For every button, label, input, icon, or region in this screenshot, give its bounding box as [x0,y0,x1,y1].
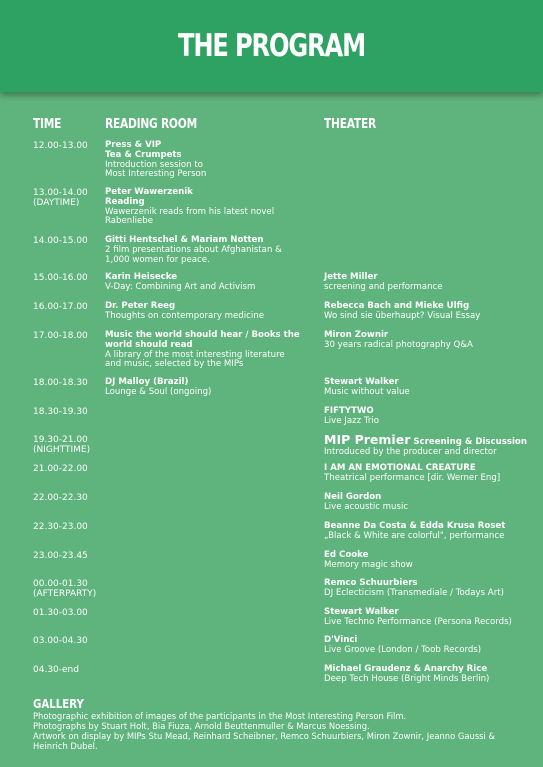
reading-room-subtitle: Tea & Crumpets [105,149,182,160]
theater-entry [324,302,539,322]
time-slot: 21.00-22.00 [33,464,88,474]
time-slot: 15.00-16.00 [33,273,88,283]
theater-description: 30 years radical photography Q&A [324,339,473,350]
time-slot: 13.00-14.00 (DAYTIME) [33,188,88,208]
theater-description: Live Techno Performance (Persona Records) [324,616,512,627]
theater-title: I AM AN EMOTIONAL CREATURE [324,463,476,473]
theater-entry [324,407,539,427]
theater-description: „Black & White are colorful", performance [324,530,505,541]
theater-title: Stewart Walker [324,377,399,387]
reading-room-entry [105,378,305,398]
theater-description: Introduced by the producer and director [324,446,497,457]
time-slot: 18.30-19.30 [33,407,88,417]
reading-room-description: Lounge & Soul (ongoing) [105,386,212,397]
gallery-line: Photographic exhibition of images of the participants in the Most Interesting Person Film. [33,711,407,721]
theater-title: Beanne Da Costa & Edda Krusa Roset [324,521,506,531]
reading-room-title: DJ Malloy (Brazil) [105,377,189,387]
theater-title-suffix: Screening & Discussion [410,437,527,447]
header-banner [0,0,543,92]
reading-room-title: Peter Wawerzenik [105,187,193,197]
theater-title-line [324,432,539,448]
theater-entry [324,551,539,571]
reading-room-description: 2 film presentations about Afghanistan & 1,000 women for peace. [105,244,282,265]
reading-room-entry [105,188,305,227]
theater-entry [324,464,539,484]
theater-title: Neil Gordon [324,492,382,502]
reading-room-description: A library of the most interesting literature and music, selected by the MIPs [105,349,285,370]
reading-room-title: Karin Heisecke [105,272,178,282]
theater-entry [324,636,539,656]
theater-entry [324,522,539,542]
theater-entry [324,493,539,513]
theater-entry [324,378,539,398]
theater-description: Wo sind sie überhaupt? Visual Essay [324,310,481,321]
theater-description: Memory magic show [324,559,413,570]
time-slot: 18.00-18.30 [33,378,88,388]
theater-entry [324,273,539,293]
page-title: THE PROGRAM [178,28,365,64]
theater-description: Music without value [324,386,410,397]
theater-entry [324,432,539,458]
theater-description: Live acoustic music [324,501,409,512]
theater-description: Deep Tech House (Bright Minds Berlin) [324,673,490,684]
theater-description: screening and performance [324,281,443,292]
theater-description: DJ Eclecticism (Transmediale / Todays Art) [324,587,504,598]
time-slot: 00.00-01.30 (AFTERPARTY) [33,579,97,599]
theater-title: MIP Premier [324,432,411,447]
reading-room-entry [105,141,305,180]
reading-room-description: Wawerzenik reads from his latest novel Rabenliebe [105,206,275,227]
reading-room-title: Gitti Hentschel & Mariam Notten [105,235,264,245]
theater-entry [324,665,539,685]
theater-title: Jette Miller [324,272,378,282]
reading-room-entry [105,236,305,265]
column-header-theater: THEATER [324,117,376,132]
theater-title: Stewart Walker [324,607,399,617]
reading-room-entry [105,302,305,322]
time-slot: 22.30-23.00 [33,522,88,532]
time-slot: 12.00-13.00 [33,141,88,151]
time-slot: 22.00-22.30 [33,493,88,503]
reading-room-description: Thoughts on contemporary medicine [105,310,264,321]
time-slot: 19.30-21.00 (NIGHTTIME) [33,435,91,455]
time-slot: 03.00-04.30 [33,636,88,646]
time-slot: 23.00-23.45 [33,551,88,561]
theater-title: Rebecca Bach and Mieke Ulfig [324,301,470,311]
reading-room-entry [105,331,305,370]
reading-room-subtitle: Reading [105,196,145,207]
gallery-line: Photographs by Stuart Holt, Bia Fiuza, Arnold Beuttenmuller & Marcus Noessing. [33,721,370,731]
reading-room-entry [105,273,305,293]
gallery-line: Artwork on display by MIPs Stu Mead, Reinhard Scheibner, Remco Schuurbiers, Miron Zownir, Jeanno Gaussi & Heinrich Dubel. [33,731,496,751]
theater-title: Miron Zownir [324,330,389,340]
reading-room-description: Introduction session to Most Interesting Person [105,159,207,180]
gallery-title: GALLERY [33,697,84,711]
theater-description: Theatrical performance [dir. Werner Eng] [324,472,501,483]
reading-room-title: Press & VIP [105,140,162,150]
time-slot: 01.30-03.00 [33,608,88,618]
theater-title: Remco Schuurbiers [324,578,418,588]
reading-room-title: Music the world should hear / Books the world should read [105,330,300,350]
theater-description: Live Groove (London / Toob Records) [324,644,482,655]
theater-title: D'Vinci [324,635,358,645]
time-slot: 14.00-15.00 [33,236,88,246]
theater-title: FIFTYTWO [324,406,374,416]
reading-room-title: Dr. Peter Reeg [105,301,176,311]
theater-entry [324,579,539,599]
time-slot: 16.00-17.00 [33,302,88,312]
gallery-text [33,711,523,751]
column-header-time: TIME [33,117,62,132]
theater-title: Ed Cooke [324,550,369,560]
column-header-reading-room: READING ROOM [105,117,197,132]
theater-entry [324,331,539,351]
theater-title: Michael Graudenz & Anarchy Rice [324,664,488,674]
time-slot: 17.00-18.00 [33,331,88,341]
time-slot: 04.30-end [33,665,79,675]
reading-room-description: V-Day: Combining Art and Activism [105,281,256,292]
theater-entry [324,608,539,628]
theater-description: Live Jazz Trio [324,415,379,426]
